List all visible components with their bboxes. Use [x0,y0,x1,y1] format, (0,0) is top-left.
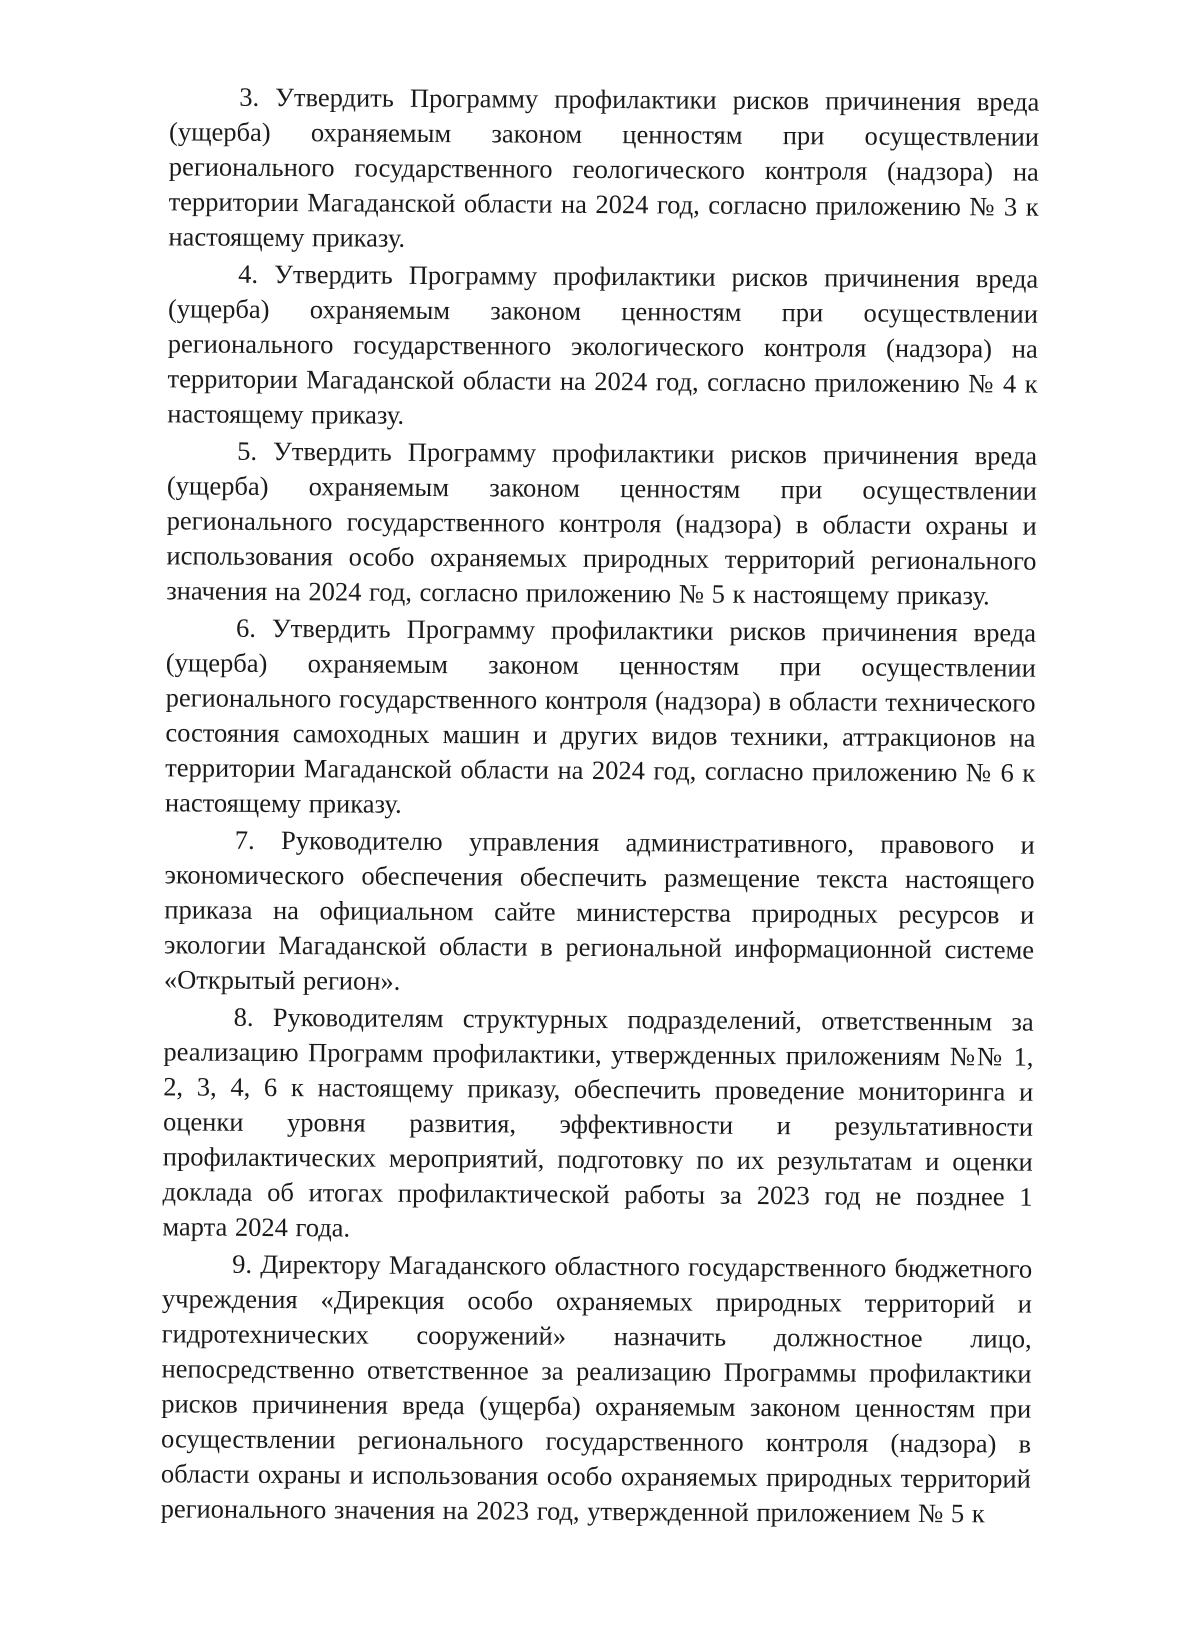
paragraph-item-6: 6. Утвердить Программу профилактики рисков причинения вреда (ущерба) охраняемым законом ценностям при осуществлении регионального государственного контроля (надзора) в области технического состояния самоходных машин и других видов техники, аттракционов на территории Магаданской области на 2024 год, согласно приложению № 6 к настоящему приказу. [164,612,1037,819]
paragraph-item-4: 4. Утвердить Программу профилактики рисков причинения вреда (ущерба) охраняемым законом ценностям при осуществлении регионального государственного экологического контроля (надзора) на территории Магаданской области на 2024 год, согласно приложению № 4 к настоящему приказу. [167,258,1039,430]
paragraph-item-5: 5. Утвердить Программу профилактики рисков причинения вреда (ущерба) охраняемым законом ценностям при осуществлении регионального государственного контроля (надзора) в области охраны и использования особо охраняемых природных территорий регионального значения на 2024 год, согласно приложению № 5 к настоящему приказу. [166,435,1038,611]
document-body [161,79,1040,1531]
paragraph-item-3: 3. Утвердить Программу профилактики рисков причинения вреда (ущерба) охраняемым законом ценностям при осуществлении регионального государственного геологического контроля (надзора) на территории Магаданской области на 2024 год, согласно приложению № 3 к настоящему приказу. [168,81,1040,253]
paragraph-item-9: 9. Директору Магаданского областного государственного бюджетного учреждения «Дирекция особо охраняемых природных территорий и гидротехнических сооружений» назначить должностное лицо, непосредственно ответственное за реализацию Программы профилактики рисков причинения вреда (ущерба) охраняемым законом ценностям при осуществлении регионального государственного контроля (надзора) в области охраны и использования особо охраняемых природных территорий регионального значения на 2023 год, утвержденной приложением № 5 к [160,1248,1033,1529]
paragraph-item-8: 8. Руководителям структурных подразделений, ответственным за реализацию Программ профилактики, утвержденных приложениям №№ 1, 2, 3, 4, 6 к настоящему приказу, обеспечить проведение мониторинга и оценки уровня развития, эффективности и результативности профилактических мероприятий, подготовку по их результатам и оценки доклада об итогах профилактической работы за 2023 год не позднее 1 марта 2024 года. [162,1001,1034,1243]
paragraph-item-7: 7. Руководителю управления административного, правового и экономического обеспечения обеспечить размещение текста настоящего приказа на официальном сайте министерства природных ресурсов и экологии Магаданской области в региональной информационной системе «Открытый регион». [163,824,1035,996]
